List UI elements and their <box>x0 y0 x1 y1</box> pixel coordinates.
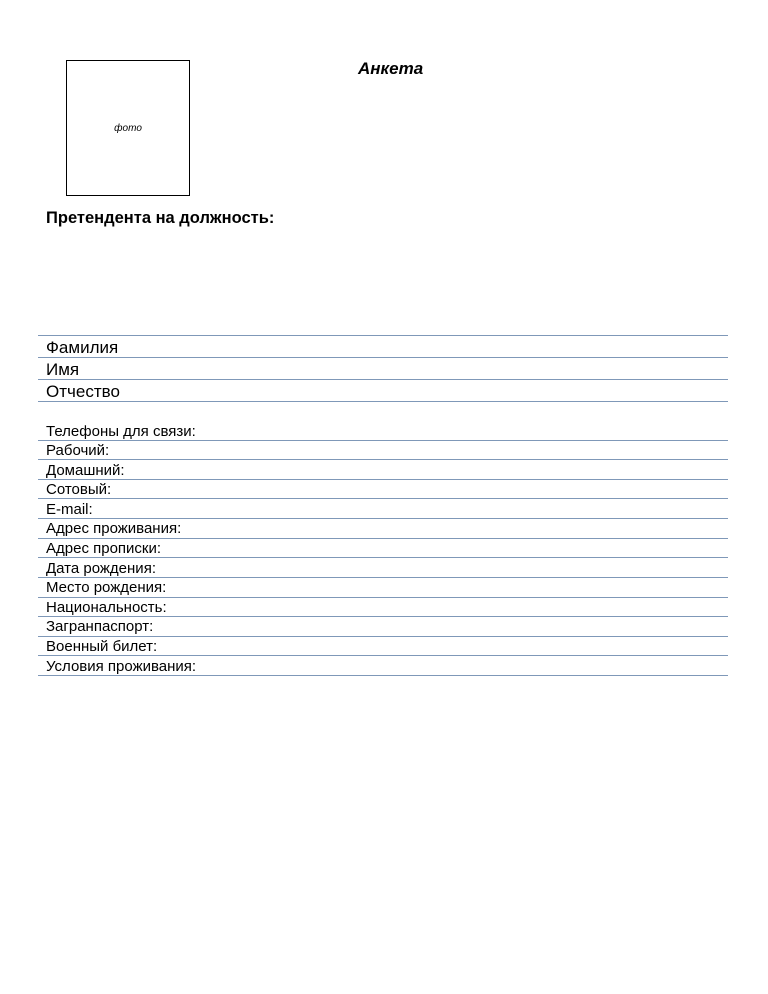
rule-work-phone <box>38 459 728 460</box>
field-birth-date: Дата рождения: <box>46 560 156 577</box>
field-home-phone: Домашний: <box>46 462 125 479</box>
field-birth-place: Место рождения: <box>46 579 167 596</box>
rule-home-phone <box>38 479 728 480</box>
field-nationality: Национальность: <box>46 599 167 616</box>
field-phones-heading: Телефоны для связи: <box>46 423 196 440</box>
rule-living-conditions <box>38 675 728 676</box>
rule-passport <box>38 636 728 637</box>
field-registration-address: Адрес прописки: <box>46 540 162 557</box>
document-title: Анкета <box>358 59 424 78</box>
photo-label: фото <box>114 123 142 134</box>
field-military-id: Военный билет: <box>46 638 158 655</box>
field-work-phone: Рабочий: <box>46 442 110 459</box>
rule-surname <box>38 357 728 358</box>
rule-nationality <box>38 616 728 617</box>
rule-phones <box>38 440 728 441</box>
field-surname: Фамилия <box>46 338 119 357</box>
rule-birth-place <box>38 597 728 598</box>
rule-mobile-phone <box>38 498 728 499</box>
position-heading: Претендента на должность: <box>46 209 275 227</box>
rule-registration-address <box>38 557 728 558</box>
rule-patronymic <box>38 401 728 402</box>
field-living-conditions: Условия проживания: <box>46 658 197 675</box>
rule-birth-date <box>38 577 728 578</box>
rule-residence-address <box>38 538 728 539</box>
field-email: E-mail: <box>46 501 93 518</box>
field-name: Имя <box>46 360 80 379</box>
field-passport: Загранпаспорт: <box>46 618 154 635</box>
field-mobile-phone: Сотовый: <box>46 481 112 498</box>
rule-email <box>38 518 728 519</box>
rule-name <box>38 379 728 380</box>
field-patronymic: Отчество <box>46 382 120 401</box>
rule-top <box>38 335 728 336</box>
field-residence-address: Адрес проживания: <box>46 520 182 537</box>
photo-placeholder <box>66 60 190 196</box>
rule-military-id <box>38 655 728 656</box>
